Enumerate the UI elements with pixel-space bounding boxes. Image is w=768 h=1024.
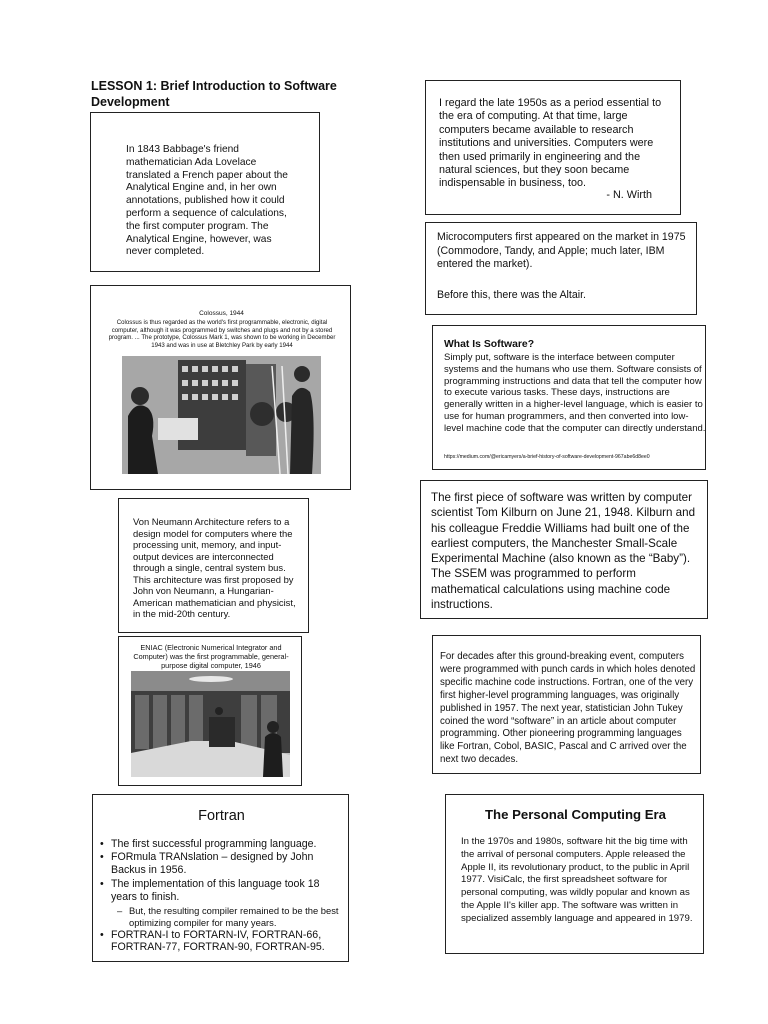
fortran-bullet: • The implementation of this language took 18 years to finish. <box>100 878 346 904</box>
fortran-sub-bullets <box>111 905 341 928</box>
personal-computing-slide <box>445 794 704 954</box>
punch-cards-box <box>432 635 701 774</box>
von-neumann-text: Von Neumann Architecture refers to a design model for computers where the processing unit, memory, and input-output devices are interconnected through a single, central system bus. This architecture was first proposed by John von Neumann, a Hungarian-American mathematician and physicist, in the mid-20th century. <box>133 516 296 619</box>
fortran-slide <box>92 794 349 962</box>
fortran-sub-bullet: – But, the resulting compiler remained to be the best optimizing compiler for many years. <box>111 905 341 928</box>
fortran-bullets-2 <box>100 929 346 954</box>
wirth-quote: I regard the late 1950s as a period essential to the era of computing. At that time, large computers became available to research institutions and universities. Computers were then used primarily in engineering and the natural sciences, but they soon became indispensable in business, too. <box>439 97 662 190</box>
colossus-caption: Colossus, 1944 <box>199 310 244 317</box>
fortran-bullet: • FORmula TRANslation – designed by John Backus in 1956. <box>100 851 346 877</box>
fortran-bullet: • FORTRAN-I to FORTARN-IV, FORTRAN-66, FORTRAN-77, FORTRAN-90, FORTRAN-95. <box>100 929 346 954</box>
lovelace-text: In 1843 Babbage's friend mathematician Ada Lovelace translated a French paper about the Analytical Engine and, in her own annotations, published how it could perform a sequence of calculations, the first computer program. The Analytical Engine, however, was never completed. <box>126 144 288 258</box>
eniac-photo-illustration <box>131 671 290 777</box>
what-is-software-url[interactable]: https://medium.com/@ericamyers/a-brief-history-of-software-development-967abe6d8ee0 <box>444 454 650 460</box>
altair-text: Before this, there was the Altair. <box>437 289 586 301</box>
colossus-text: Colossus is thus regarded as the world's first programmable, electronic, digital computer, although it was programmed by switches and plugs and not by a stored program. ... The prototype, Colossus Mark 1, was shown to be working in December 1943 and was in use at Bletchley Park by early 1944 <box>108 319 336 349</box>
kilburn-box <box>420 480 708 619</box>
fortran-bullet: • The first successful programming language. <box>100 838 346 851</box>
pc-era-body: In the 1970s and 1980s, software hit the big time with the arrival of personal computers. Apple released the Apple II, its revolutionary product, to the public in April 1977. VisiCalc, the first spreadsheet software for personal computing, was wildly popular and known as the Apple II's killer app. The software was written in specialized assembly language and appeared in 1979. <box>461 836 693 924</box>
microcomputers-box <box>425 222 697 315</box>
fortran-title: Fortran <box>198 808 245 824</box>
what-is-software-box <box>432 325 706 470</box>
lovelace-box <box>90 112 320 272</box>
eniac-box <box>118 636 302 786</box>
lesson-title: LESSON 1: Brief Introduction to Software Development <box>91 79 337 109</box>
colossus-photo-illustration <box>122 356 321 474</box>
kilburn-text: The first piece of software was written by computer scientist Tom Kilburn on June 21, 1948. Kilburn and his colleague Freddie Williams had built one of the earliest computers, the Manchester Small-Scale Experimental Machine (also known as the “Baby”). The SSEM was programmed to perform mathematical calculations using machine code instructions. <box>431 491 696 612</box>
microcomputers-text: Microcomputers first appeared on the market in 1975 (Commodore, Tandy, and Apple; much later, IBM entered the market). <box>437 231 686 271</box>
pc-era-title: The Personal Computing Era <box>485 807 666 822</box>
wirth-quote-box <box>425 80 681 215</box>
eniac-caption: ENIAC (Electronic Numerical Integrator and Computer) was the first programmable, general-purpose digital computer, 1946 <box>133 643 289 670</box>
wirth-author: - N. Wirth <box>606 189 652 201</box>
von-neumann-box <box>118 498 309 633</box>
colossus-photo <box>122 356 321 474</box>
what-is-software-title: What Is Software? <box>444 339 535 350</box>
eniac-photo <box>131 671 290 777</box>
punch-cards-text: For decades after this ground-breaking event, computers were programmed with punch cards in which holes denoted specific machine code instructions. Fortran, one of the very first higher-level programming languages, was originally published in 1957. The next year, statistician John Tukey coined the word “software” in an article about computer programming. Other pioneering programming languages like Fortran, Cobol, BASIC, Pascal and C arrived over the next two decades. <box>440 651 696 766</box>
fortran-bullets <box>100 838 346 904</box>
what-is-software-body: Simply put, software is the interface between computer systems and the humans who use them. Software consists of programming instructions and data that tell the computer how to execute various tasks. These days, instructions are generally written in a higher-level language, which is easier to use for human programmers, and then converted into low-level machine code that the computer can directly understand. <box>444 352 706 434</box>
colossus-box <box>90 285 351 490</box>
